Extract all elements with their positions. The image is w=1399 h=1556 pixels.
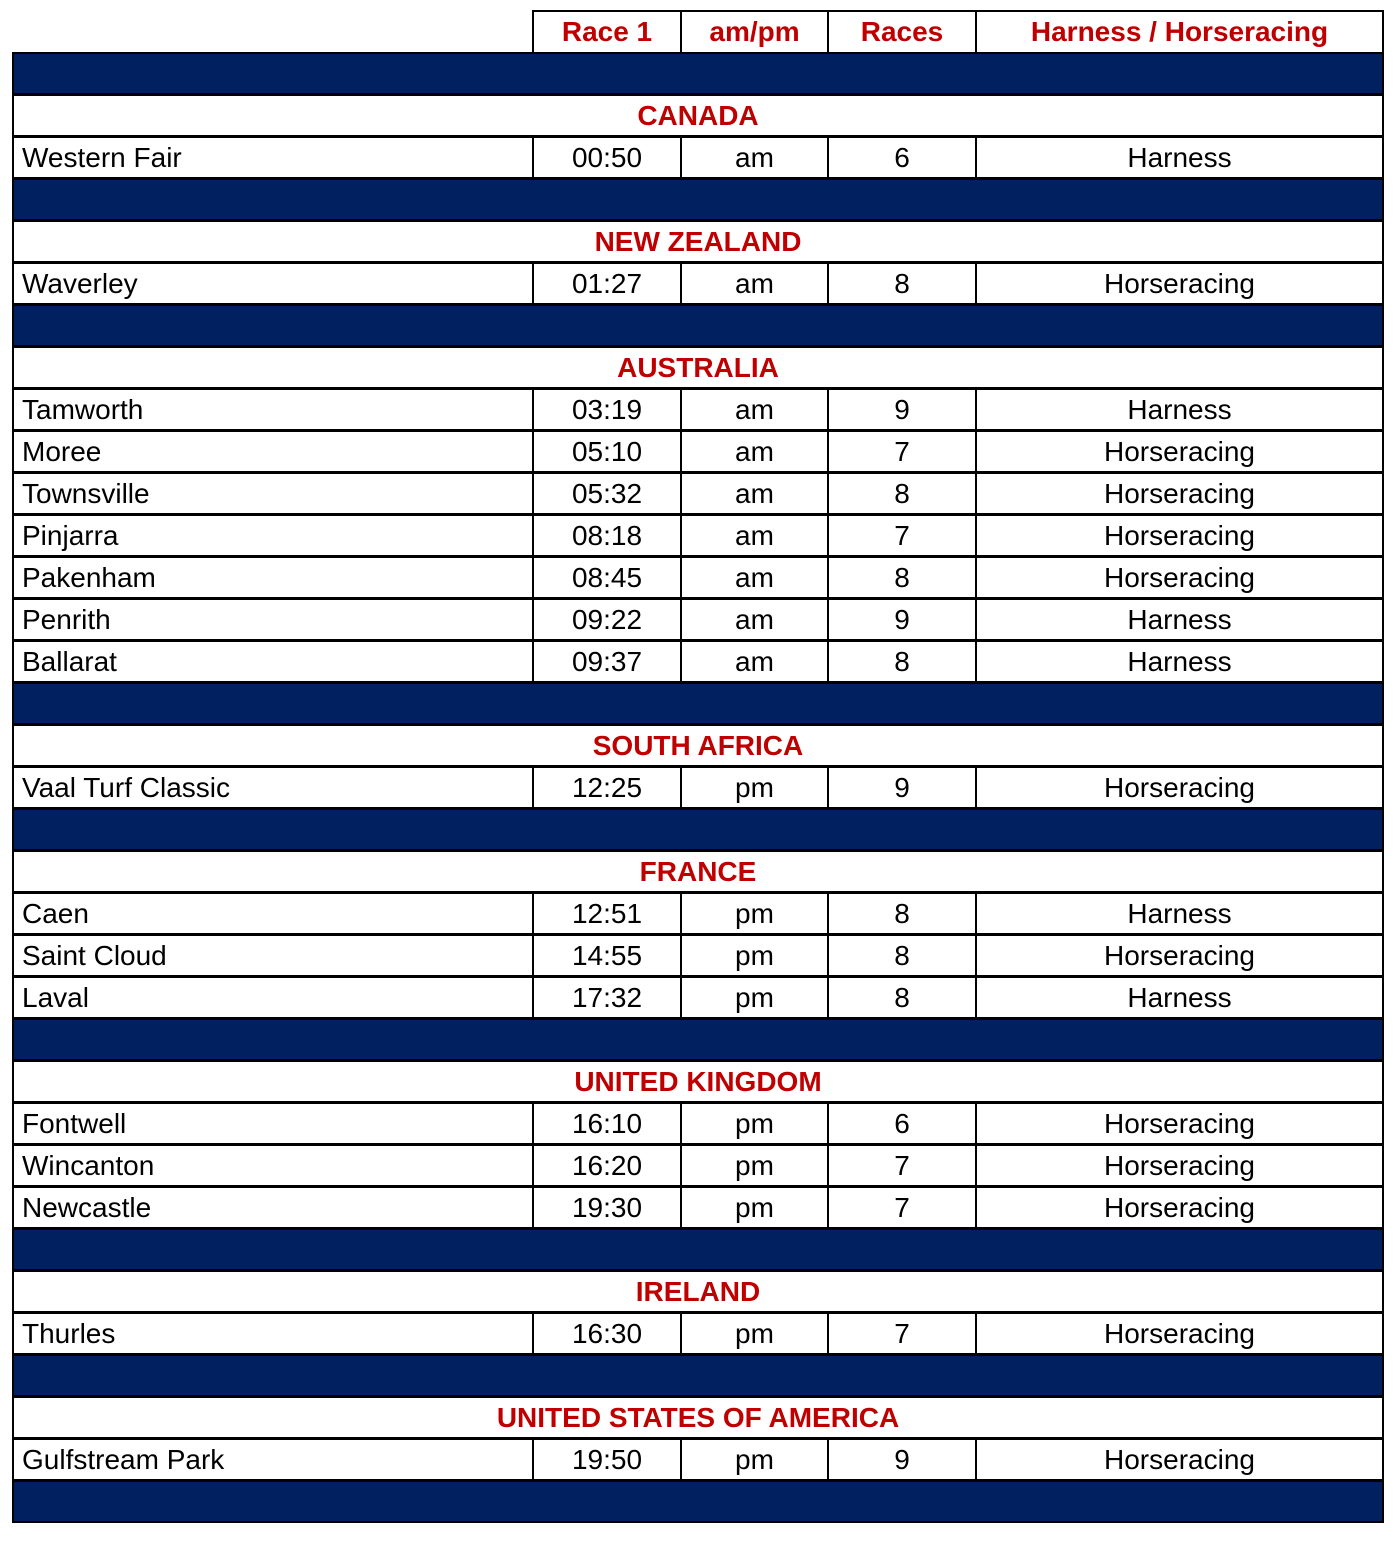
venue-name-cell: Saint Cloud xyxy=(12,934,534,977)
section-divider-band xyxy=(12,1018,1384,1061)
am-pm-cell: am xyxy=(680,472,829,515)
country-heading: UNITED KINGDOM xyxy=(12,1060,1384,1103)
race1-time-cell: 01:27 xyxy=(532,262,682,305)
race-count-cell: 7 xyxy=(827,430,977,473)
race-count-cell: 8 xyxy=(827,640,977,683)
venue-name-cell: Penrith xyxy=(12,598,534,641)
race-type-cell: Horseracing xyxy=(975,1438,1384,1481)
race-type-cell: Harness xyxy=(975,976,1384,1019)
race1-time-cell: 14:55 xyxy=(532,934,682,977)
race-count-cell: 9 xyxy=(827,1438,977,1481)
am-pm-cell: pm xyxy=(680,1438,829,1481)
race1-time-cell: 19:50 xyxy=(532,1438,682,1481)
section-divider-band xyxy=(12,304,1384,347)
country-heading: FRANCE xyxy=(12,850,1384,893)
venue-name-cell: Wincanton xyxy=(12,1144,534,1187)
race-type-cell: Horseracing xyxy=(975,934,1384,977)
venue-name-cell: Pakenham xyxy=(12,556,534,599)
am-pm-cell: pm xyxy=(680,1312,829,1355)
am-pm-cell: am xyxy=(680,136,829,179)
venue-name-cell: Newcastle xyxy=(12,1186,534,1229)
race-type-cell: Harness xyxy=(975,598,1384,641)
venue-name-cell: Tamworth xyxy=(12,388,534,431)
race-type-cell: Harness xyxy=(975,640,1384,683)
am-pm-cell: am xyxy=(680,556,829,599)
venue-name-cell: Laval xyxy=(12,976,534,1019)
race1-time-cell: 19:30 xyxy=(532,1186,682,1229)
race1-time-cell: 03:19 xyxy=(532,388,682,431)
venue-name-cell: Fontwell xyxy=(12,1102,534,1145)
race-type-cell: Horseracing xyxy=(975,1144,1384,1187)
race1-time-cell: 16:20 xyxy=(532,1144,682,1187)
race-type-cell: Horseracing xyxy=(975,1186,1384,1229)
race-count-cell: 9 xyxy=(827,598,977,641)
country-heading: UNITED STATES OF AMERICA xyxy=(12,1396,1384,1439)
venue-name-cell: Gulfstream Park xyxy=(12,1438,534,1481)
section-divider-band xyxy=(12,178,1384,221)
race-type-cell: Horseracing xyxy=(975,472,1384,515)
race-count-cell: 8 xyxy=(827,892,977,935)
header-race1: Race 1 xyxy=(532,10,682,54)
race-count-cell: 9 xyxy=(827,766,977,809)
country-heading: CANADA xyxy=(12,94,1384,137)
venue-name-cell: Townsville xyxy=(12,472,534,515)
header-type: Harness / Horseracing xyxy=(975,10,1384,54)
race-count-cell: 7 xyxy=(827,1312,977,1355)
race-type-cell: Horseracing xyxy=(975,1312,1384,1355)
race1-time-cell: 05:32 xyxy=(532,472,682,515)
race-count-cell: 9 xyxy=(827,388,977,431)
country-heading: NEW ZEALAND xyxy=(12,220,1384,263)
race1-time-cell: 00:50 xyxy=(532,136,682,179)
race1-time-cell: 12:51 xyxy=(532,892,682,935)
section-divider-band xyxy=(12,1480,1384,1523)
venue-name-cell: Waverley xyxy=(12,262,534,305)
am-pm-cell: am xyxy=(680,262,829,305)
race-type-cell: Horseracing xyxy=(975,1102,1384,1145)
section-divider-band xyxy=(12,682,1384,725)
am-pm-cell: pm xyxy=(680,1186,829,1229)
am-pm-cell: pm xyxy=(680,892,829,935)
am-pm-cell: am xyxy=(680,514,829,557)
section-divider-band xyxy=(12,808,1384,851)
header-ampm: am/pm xyxy=(680,10,829,54)
venue-name-cell: Moree xyxy=(12,430,534,473)
race-count-cell: 8 xyxy=(827,472,977,515)
venue-name-cell: Vaal Turf Classic xyxy=(12,766,534,809)
race-type-cell: Horseracing xyxy=(975,262,1384,305)
race-count-cell: 8 xyxy=(827,976,977,1019)
race-type-cell: Harness xyxy=(975,892,1384,935)
race1-time-cell: 12:25 xyxy=(532,766,682,809)
race-type-cell: Harness xyxy=(975,136,1384,179)
race-count-cell: 7 xyxy=(827,514,977,557)
am-pm-cell: pm xyxy=(680,1102,829,1145)
race-type-cell: Horseracing xyxy=(975,514,1384,557)
race-count-cell: 6 xyxy=(827,136,977,179)
country-heading: AUSTRALIA xyxy=(12,346,1384,389)
section-divider-band xyxy=(12,52,1384,95)
race1-time-cell: 09:22 xyxy=(532,598,682,641)
race-type-cell: Horseracing xyxy=(975,766,1384,809)
header-races: Races xyxy=(827,10,977,54)
race1-time-cell: 08:18 xyxy=(532,514,682,557)
race1-time-cell: 08:45 xyxy=(532,556,682,599)
am-pm-cell: am xyxy=(680,430,829,473)
race-count-cell: 7 xyxy=(827,1144,977,1187)
am-pm-cell: pm xyxy=(680,766,829,809)
race1-time-cell: 16:10 xyxy=(532,1102,682,1145)
section-divider-band xyxy=(12,1228,1384,1271)
am-pm-cell: am xyxy=(680,640,829,683)
am-pm-cell: pm xyxy=(680,1144,829,1187)
am-pm-cell: am xyxy=(680,598,829,641)
race1-time-cell: 09:37 xyxy=(532,640,682,683)
race-count-cell: 8 xyxy=(827,262,977,305)
venue-name-cell: Pinjarra xyxy=(12,514,534,557)
race1-time-cell: 16:30 xyxy=(532,1312,682,1355)
race1-time-cell: 17:32 xyxy=(532,976,682,1019)
venue-name-cell: Thurles xyxy=(12,1312,534,1355)
venue-name-cell: Caen xyxy=(12,892,534,935)
country-heading: SOUTH AFRICA xyxy=(12,724,1384,767)
venue-name-cell: Ballarat xyxy=(12,640,534,683)
country-heading: IRELAND xyxy=(12,1270,1384,1313)
race-type-cell: Horseracing xyxy=(975,430,1384,473)
race1-time-cell: 05:10 xyxy=(532,430,682,473)
race-count-cell: 8 xyxy=(827,934,977,977)
race-type-cell: Horseracing xyxy=(975,556,1384,599)
race-type-cell: Harness xyxy=(975,388,1384,431)
race-count-cell: 6 xyxy=(827,1102,977,1145)
am-pm-cell: am xyxy=(680,388,829,431)
section-divider-band xyxy=(12,1354,1384,1397)
am-pm-cell: pm xyxy=(680,976,829,1019)
race-count-cell: 7 xyxy=(827,1186,977,1229)
am-pm-cell: pm xyxy=(680,934,829,977)
venue-name-cell: Western Fair xyxy=(12,136,534,179)
race-count-cell: 8 xyxy=(827,556,977,599)
